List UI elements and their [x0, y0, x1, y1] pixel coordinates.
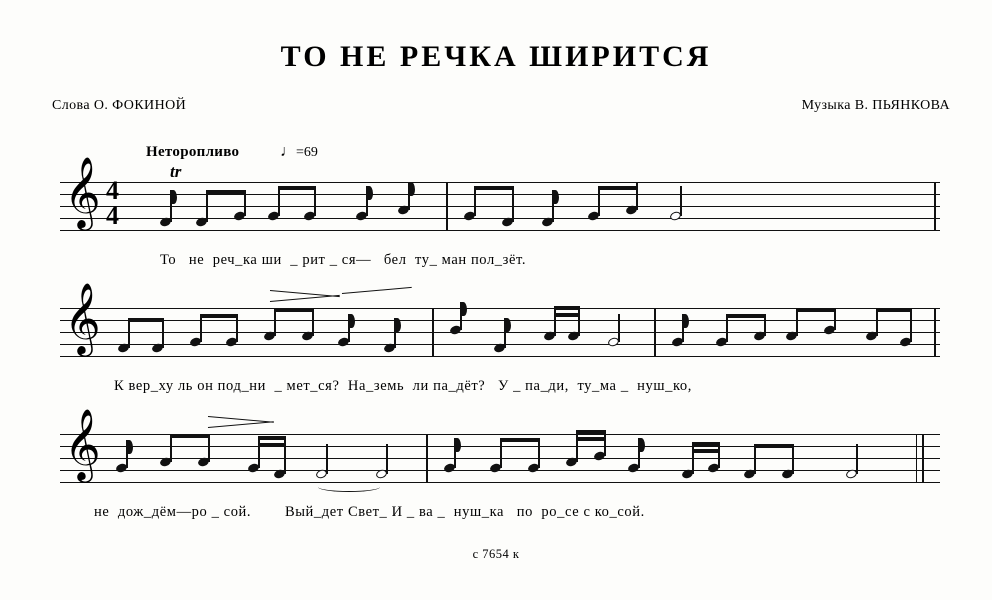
decrescendo-hairpin [342, 290, 412, 302]
hairpin-line [208, 421, 274, 428]
staff-line [60, 320, 940, 321]
plate-number: с 7654 к [472, 547, 520, 561]
lyrics-line: То не реч_ка ши _ рит _ ся— бел ту_ ман пол_зёт. [160, 252, 527, 268]
lyrics-line: не дож_дём—ро _ сой. Вый_дет Свет_ И _ ва _ нуш_ка по ро_се с ко_сой. [94, 504, 645, 520]
beam-secondary [554, 313, 578, 317]
note-stem [512, 186, 514, 222]
note-flag [126, 440, 133, 454]
barline [446, 182, 448, 231]
staff-line [60, 194, 940, 195]
note-flag [348, 314, 355, 328]
note-stem [284, 436, 286, 474]
beam-secondary [258, 443, 284, 447]
note-stem [726, 314, 728, 342]
note-stem [792, 444, 794, 474]
beam-secondary [692, 449, 718, 453]
note-stem [326, 444, 328, 474]
trill-ornament: tr [170, 162, 182, 181]
time-signature-denominator: 4 [106, 201, 119, 230]
beam [474, 186, 512, 190]
note-stem [314, 186, 316, 216]
beam [754, 444, 792, 448]
page-title: ТО НЕ РЕЧКА ШИРИТСЯ [280, 40, 712, 73]
note-stem [258, 436, 260, 468]
crescendo-hairpin [270, 290, 340, 302]
treble-clef-icon: 𝄞 [64, 281, 101, 354]
time-signature [106, 178, 119, 228]
note-stem [618, 314, 620, 342]
beam [278, 186, 314, 190]
beam [598, 186, 636, 190]
note-stem [162, 318, 164, 348]
note-stem [128, 318, 130, 348]
staff-line [60, 470, 940, 471]
note-stem [578, 306, 580, 336]
note-flag [454, 438, 461, 452]
note-stem [200, 314, 202, 342]
note-stem [278, 186, 280, 216]
note-stem [796, 308, 798, 336]
note-flag [682, 314, 689, 328]
note-stem [500, 438, 502, 468]
slur [318, 482, 380, 492]
beam [692, 442, 718, 446]
hairpin-line [342, 287, 412, 294]
staff-line [60, 206, 940, 207]
staff-line [60, 332, 940, 333]
beam [726, 314, 764, 318]
note-flag [170, 190, 177, 204]
staff-lines [60, 407, 940, 482]
treble-clef-icon: 𝄞 [64, 155, 101, 228]
note-stem [244, 190, 246, 216]
note-flag [504, 318, 511, 332]
tempo-marking: Неторопливо [146, 144, 240, 160]
note-stem [538, 438, 540, 468]
time-signature-numerator: 4 [106, 176, 119, 205]
beam [876, 308, 910, 312]
metronome-value: =69 [296, 145, 318, 160]
note-flag [366, 186, 373, 200]
barline-final [922, 434, 924, 483]
beam-secondary [576, 437, 604, 441]
note-flag [552, 190, 559, 204]
note-stem [876, 308, 878, 336]
note-stem [312, 308, 314, 336]
barline [654, 308, 656, 357]
note-stem [274, 308, 276, 336]
staff-line [60, 356, 940, 357]
composer-credit: Музыка В. ПЬЯНКОВА [801, 98, 950, 113]
note-flag [460, 302, 467, 316]
note-stem [834, 308, 836, 330]
barline-end [934, 182, 936, 231]
beam [206, 190, 244, 194]
staff-line [60, 482, 940, 483]
note-stem [764, 314, 766, 336]
beam [128, 318, 162, 322]
staff-line [60, 182, 940, 183]
beam [258, 436, 284, 440]
barline [426, 434, 428, 483]
note-stem [208, 434, 210, 462]
beam [554, 306, 578, 310]
note-flag [638, 438, 645, 452]
note-stem [206, 190, 208, 222]
note-stem [576, 430, 578, 462]
note-flag [408, 182, 415, 196]
note-stem [718, 442, 720, 468]
hairpin-line [270, 295, 340, 302]
lyrics-line: К вер_ху ль он под_ни _ мет_ся? На_земь ли па_дёт? У _ па_ди, ту_ма _ нуш_ко, [114, 378, 692, 394]
beam [274, 308, 312, 312]
beam [576, 430, 604, 434]
note-stem [856, 444, 858, 474]
beam [200, 314, 236, 318]
note-stem [636, 182, 638, 210]
note-stem [680, 186, 682, 216]
treble-clef-icon: 𝄞 [64, 407, 101, 480]
note-stem [754, 444, 756, 474]
note-stem [604, 430, 606, 456]
beam [170, 434, 208, 438]
beam [500, 438, 538, 442]
barline-end [934, 308, 936, 357]
lyricist-credit: Слова О. ФОКИНОЙ [52, 98, 187, 113]
note-stem [386, 444, 388, 474]
quarter-note-icon: ♩ [280, 143, 296, 160]
beam [796, 308, 834, 312]
staff-lines [60, 281, 940, 356]
barline [432, 308, 434, 357]
metronome-mark [280, 144, 318, 161]
note-stem [554, 306, 556, 336]
staff-line [60, 218, 940, 219]
note-stem [170, 434, 172, 462]
staff-line [60, 230, 940, 231]
note-stem [236, 314, 238, 342]
barline [916, 434, 917, 483]
crescendo-hairpin [208, 416, 274, 428]
note-stem [692, 442, 694, 474]
note-flag [394, 318, 401, 332]
note-stem [598, 186, 600, 216]
note-stem [474, 186, 476, 216]
note-stem [910, 308, 912, 342]
